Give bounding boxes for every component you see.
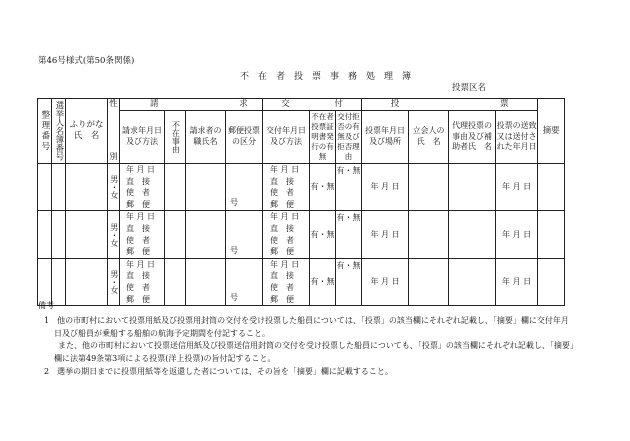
cell-kofu-date[interactable]: 年 月 日 直 接 使 者 郵 便 bbox=[263, 164, 310, 211]
cell-tachiainin[interactable] bbox=[409, 164, 449, 211]
cell-sex[interactable]: 男・女 bbox=[108, 164, 120, 211]
cell-yubin-kubun[interactable]: 号 bbox=[226, 258, 263, 305]
note-item-2: 2 選挙の期日までに投票用紙等を返還した者については、その旨を「摘要」欄に記載すること。 bbox=[44, 366, 393, 376]
cell-sex[interactable]: 男・女 bbox=[108, 211, 120, 258]
header-seikyusha: 請求者の職氏名 bbox=[186, 111, 226, 164]
cell-tekiyo[interactable] bbox=[538, 258, 565, 305]
cell-senkyonin-meibo[interactable] bbox=[52, 258, 66, 305]
cell-seiri-bango[interactable] bbox=[38, 258, 52, 305]
cell-kofu-date[interactable]: 年 月 日 直 接 使 者 郵 便 bbox=[263, 258, 310, 305]
header-furigana-shimei: ふりがな 氏 名 bbox=[66, 99, 108, 164]
cell-kofu-kyohi[interactable]: 有・無 bbox=[336, 258, 362, 305]
cell-shimei[interactable] bbox=[66, 258, 108, 305]
cell-shimei[interactable] bbox=[66, 164, 108, 211]
table-body bbox=[38, 164, 565, 306]
cell-shomeisho[interactable]: 有・無 bbox=[310, 258, 336, 305]
cell-soufu[interactable]: 年 月 日 bbox=[496, 258, 538, 305]
header-kofu-kyohi: 交付拒否の有無及び拒否理由 bbox=[336, 111, 362, 164]
table-row bbox=[38, 258, 565, 305]
header-tohyo-date: 投票年月日及び場所 bbox=[362, 111, 409, 164]
cell-tekiyo[interactable] bbox=[538, 211, 565, 258]
cell-tachiainin[interactable] bbox=[409, 211, 449, 258]
header-tachiainin: 立会人の氏 名 bbox=[409, 111, 449, 164]
header-row-columns bbox=[38, 111, 565, 164]
note-item-1-line-4: 欄に法第49条第3項による投票(洋上投票)の旨付記すること。 bbox=[54, 354, 276, 364]
cell-seiri-bango[interactable] bbox=[38, 164, 52, 211]
header-yubin-kubun: 郵便投票の区分 bbox=[226, 111, 263, 164]
cell-tohyo-date[interactable]: 年 月 日 bbox=[362, 258, 409, 305]
cell-tohyo-date[interactable]: 年 月 日 bbox=[362, 211, 409, 258]
cell-dairi[interactable] bbox=[449, 164, 496, 211]
header-dairi: 代理投票の事由及び補助者氏 名 bbox=[449, 111, 496, 164]
cell-dairi[interactable] bbox=[449, 258, 496, 305]
header-senkyonin-meibo: 選挙人名簿番号 bbox=[52, 99, 66, 164]
cell-fuzai-jiyu[interactable] bbox=[165, 211, 186, 258]
cell-sex[interactable]: 男・女 bbox=[108, 258, 120, 305]
header-group-kofu: 交 付 bbox=[263, 99, 362, 111]
cell-kofu-date[interactable]: 年 月 日 直 接 使 者 郵 便 bbox=[263, 211, 310, 258]
header-soufu: 投票の送致又は送付された年月日 bbox=[496, 111, 538, 164]
header-betsu: 別 bbox=[108, 111, 120, 164]
notes-heading: 備考 bbox=[38, 301, 54, 310]
cell-seikyusha[interactable] bbox=[186, 164, 226, 211]
header-seikyu-date: 請求年月日及び方法 bbox=[120, 111, 165, 164]
cell-kofu-kyohi[interactable]: 有・無 bbox=[336, 211, 362, 258]
cell-seikyu-date[interactable]: 年 月 日 直 接 使 者 郵 便 bbox=[120, 211, 165, 258]
note-item-1-line-1: 1 他の市町村において投票用紙及び投票用封筒の交付を受け投票した船員については、「投票」の該当欄にそれぞれ記載し、「摘要」欄に交付年月 bbox=[44, 315, 569, 325]
note-item-1-line-2: 日及び船員が乗船する船舶の航海予定期間を付記すること。 bbox=[54, 328, 270, 338]
cell-seikyusha[interactable] bbox=[186, 258, 226, 305]
header-fuzai-jiyu: 不在事由 bbox=[165, 111, 186, 164]
cell-yubin-kubun[interactable]: 号 bbox=[226, 211, 263, 258]
cell-kofu-kyohi[interactable]: 有・無 bbox=[336, 164, 362, 211]
header-sei: 性 bbox=[109, 99, 118, 110]
table-row bbox=[38, 164, 565, 211]
cell-shimei[interactable] bbox=[66, 211, 108, 258]
cell-tachiainin[interactable] bbox=[409, 258, 449, 305]
cell-fuzai-jiyu[interactable] bbox=[165, 164, 186, 211]
notes-section bbox=[38, 300, 598, 379]
cell-tohyo-date[interactable]: 年 月 日 bbox=[362, 164, 409, 211]
header-tekiyo: 摘要 bbox=[538, 99, 565, 164]
header-shomeisho: 不在者投票証明書発行の有無 bbox=[310, 111, 336, 164]
page-title: 不在者投票事務処理簿 bbox=[239, 72, 420, 82]
cell-dairi[interactable] bbox=[449, 211, 496, 258]
cell-soufu[interactable]: 年 月 日 bbox=[496, 164, 538, 211]
cell-shomeisho[interactable]: 有・無 bbox=[310, 164, 336, 211]
header-seiri-bango: 整理番号 bbox=[38, 99, 52, 164]
header-group-seikyu: 請 求 bbox=[120, 99, 263, 111]
cell-seikyusha[interactable] bbox=[186, 211, 226, 258]
cell-senkyonin-meibo[interactable] bbox=[52, 164, 66, 211]
cell-fuzai-jiyu[interactable] bbox=[165, 258, 186, 305]
district-label: 投票区名 bbox=[452, 83, 487, 93]
cell-tekiyo[interactable] bbox=[538, 164, 565, 211]
table-row bbox=[38, 211, 565, 258]
cell-seiri-bango[interactable] bbox=[38, 211, 52, 258]
header-row-groups bbox=[38, 99, 565, 111]
cell-seikyu-date[interactable]: 年 月 日 直 接 使 者 郵 便 bbox=[120, 258, 165, 305]
header-group-tohyo: 投 票 bbox=[362, 99, 538, 111]
register-table bbox=[37, 98, 565, 306]
cell-yubin-kubun[interactable]: 号 bbox=[226, 164, 263, 211]
cell-shomeisho[interactable]: 有・無 bbox=[310, 211, 336, 258]
cell-senkyonin-meibo[interactable] bbox=[52, 211, 66, 258]
note-item-1-line-3: また、他の市町村において投票送信用紙及び投票送信用封筒の交付を受け投票した船員についても、「投票」の該当欄にそれぞれ記載し、「摘要」 bbox=[58, 341, 578, 351]
cell-soufu[interactable]: 年 月 日 bbox=[496, 211, 538, 258]
cell-seikyu-date[interactable]: 年 月 日 直 接 使 者 郵 便 bbox=[120, 164, 165, 211]
header-kofu-date: 交付年月日及び方法 bbox=[263, 111, 310, 164]
form-number: 第46号様式(第50条関係) bbox=[38, 56, 135, 66]
